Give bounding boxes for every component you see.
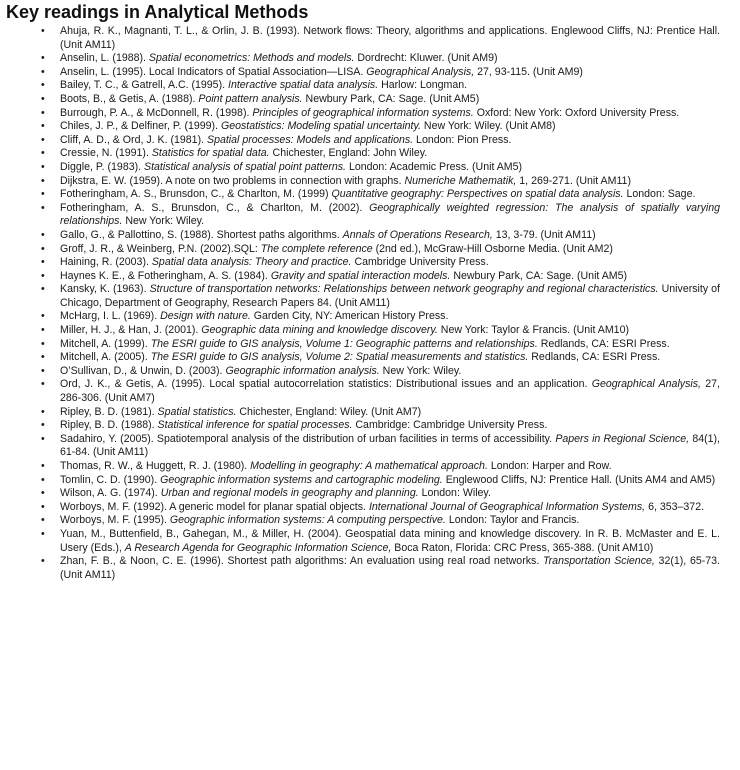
reference-title: Spatial econometrics: Methods and models. <box>148 52 355 65</box>
reference-text: Chiles, J. P., & Delfiner, P. (1999). <box>60 120 221 133</box>
bullet-icon: • <box>41 514 45 527</box>
page-title: Key readings in Analytical Methods <box>6 2 309 22</box>
reference-text: Dijkstra, E. W. (1959). A note on two problems in connection with graphs. <box>60 174 405 187</box>
reference-item <box>0 555 720 582</box>
reference-text: London: Harper and Row. <box>487 460 612 472</box>
reference-item <box>0 406 720 420</box>
bullet-icon: • <box>41 324 45 337</box>
reference-title: Principles of geographical information systems. <box>252 106 474 119</box>
reference-text: Boots, B., & Getis, A. (1988). <box>60 92 199 105</box>
reference-text: 27, 286-306. (Unit AM7) <box>60 378 720 405</box>
reference-title: Geographical Analysis, <box>591 378 701 391</box>
bullet-icon: • <box>41 147 45 160</box>
reference-item <box>0 52 720 66</box>
bullet-icon: • <box>41 283 45 296</box>
bullet-icon: • <box>41 120 45 133</box>
bullet-icon: • <box>41 228 45 241</box>
bullet-icon: • <box>41 65 45 78</box>
bullet-icon: • <box>41 527 45 540</box>
reference-item <box>0 175 720 189</box>
bullet-icon: • <box>41 256 45 269</box>
reference-item <box>0 107 720 121</box>
reference-title: Geographic data mining and knowledge discovery. <box>201 324 438 337</box>
reference-text: Englewood Cliffs, NJ: Prentice Hall. (Units AM4 and AM5) <box>442 473 716 486</box>
bullet-icon: • <box>41 364 45 377</box>
reference-item <box>0 514 720 528</box>
bullet-icon: • <box>41 106 45 119</box>
reference-text: Oxford: New York: Oxford University Press. <box>473 106 680 119</box>
reference-item <box>0 338 720 352</box>
reference-item <box>0 528 720 555</box>
reference-text: (2nd ed.), McGraw-Hill Osborne Media. (Unit AM2) <box>372 242 613 255</box>
reference-text: Anselin, L. (1995). Local Indicators of Spatial Association—LISA. <box>60 65 367 78</box>
reference-text: University of Chicago, Department of Geography, Research Papers 84. (Unit AM11) <box>60 283 720 309</box>
bullet-icon: • <box>41 405 45 418</box>
reference-title: A Research Agenda for Geographic Information Science, <box>124 541 392 554</box>
reference-title: Geographic information analysis. <box>225 364 380 377</box>
reference-text: Newbury Park, CA: Sage. (Unit AM5) <box>302 92 480 105</box>
reference-item <box>0 66 720 80</box>
reference-text: Sadahiro, Y. (2005). Spatiotemporal analysis of the distribution of urban facilities in terms of accessibility. <box>60 432 556 445</box>
reference-text: Ahuja, R. K., Magnanti, T. L., & Orlin, J. B. (1993). Network flows: Theory, algorithms and applications. Englewood Cliffs, NJ: Prentice Hall. (Unit AM11) <box>60 25 720 51</box>
reference-title: Spatial processes: Models and applications. <box>207 133 414 146</box>
reference-text: New York: Wiley. <box>379 364 462 377</box>
reference-item <box>0 188 720 202</box>
bullet-icon: • <box>41 160 45 173</box>
reference-title: The complete reference <box>260 242 373 255</box>
reference-item <box>0 433 720 460</box>
reference-title: Statistical inference for spatial processes. <box>157 419 353 432</box>
reference-text: London: Taylor and Francis. <box>445 514 580 527</box>
reference-text: Anselin, L. (1988). <box>60 52 149 65</box>
reference-text: New York: Wiley. <box>122 215 205 228</box>
bullet-icon: • <box>41 337 45 350</box>
reference-title: Geographic information systems and cartographic modeling. <box>160 473 443 486</box>
bullet-icon: • <box>41 419 45 432</box>
reference-item <box>0 460 720 474</box>
reference-item <box>0 25 720 52</box>
reference-item <box>0 243 720 257</box>
reference-title: Quantitative geography: Perspectives on spatial data analysis. <box>331 188 624 201</box>
reference-text: 32(1), 65-73. (Unit AM11) <box>60 555 720 581</box>
reference-title: Modelling in geography: A mathematical approach. <box>250 460 488 472</box>
reference-text: Thomas, R. W., & Huggett, R. J. (1980). <box>60 460 251 472</box>
reference-title: Gravity and spatial interaction models. <box>270 269 451 282</box>
reference-title: Structure of transportation networks: Relationships between network geography and regional characteristics. <box>149 283 659 296</box>
reference-title: Geographical Analysis, <box>366 65 475 78</box>
reference-item <box>0 256 720 270</box>
reference-text: Garden City, NY: American History Press. <box>250 310 449 323</box>
reference-item <box>0 324 720 338</box>
reference-text: Redlands, CA: ESRI Press. <box>528 351 661 364</box>
reference-list <box>0 25 740 582</box>
reference-text: Newbury Park, CA: Sage. (Unit AM5) <box>450 269 628 282</box>
reference-text: London: Academic Press. (Unit AM5) <box>346 160 523 173</box>
reference-title: Geographic information systems: A computing perspective. <box>169 514 446 527</box>
bullet-icon: • <box>41 378 45 391</box>
bullet-icon: • <box>41 351 45 364</box>
reference-item <box>0 229 720 243</box>
reference-text: Burrough, P. A., & McDonnell, R. (1998). <box>60 106 253 119</box>
reference-title: Design with nature. <box>160 310 251 323</box>
bullet-icon: • <box>41 500 45 513</box>
reference-title: Point pattern analysis. <box>198 92 303 105</box>
reference-text: Cambridge University Press. <box>351 256 489 269</box>
reference-text: Zhan, F. B., & Noon, C. E. (1996). Shortest path algorithms: An evaluation using real road networks. <box>60 555 543 568</box>
reference-title: Interactive spatial data analysis. <box>228 79 379 92</box>
bullet-icon: • <box>41 201 45 214</box>
reference-text: Kansky, K. (1963). <box>60 283 150 296</box>
reference-title: Statistics for spatial data. <box>151 147 270 160</box>
reference-item <box>0 487 720 501</box>
reference-text: O’Sullivan, D., & Unwin, D. (2003). <box>60 364 226 377</box>
bullet-icon: • <box>41 487 45 500</box>
reference-text: London: Pion Press. <box>413 133 512 146</box>
reference-title: Urban and regional models in geography and planning. <box>160 487 419 500</box>
reference-text: Worboys, M. F. (1992). A generic model for planar spatial objects. <box>60 500 369 513</box>
reference-item <box>0 161 720 175</box>
reference-title: The ESRI guide to GIS analysis, Volume 1: Geographic patterns and relationships. <box>150 337 538 350</box>
reference-text: Mitchell, A. (2005). <box>60 351 151 364</box>
reference-text: Cambridge: Cambridge University Press. <box>352 419 548 432</box>
reference-title: International Journal of Geographical Information Systems, <box>368 500 646 513</box>
reference-item <box>0 202 720 229</box>
reference-text: Miller, H. J., & Han, J. (2001). <box>60 324 202 337</box>
reference-text: Bailey, T. C., & Gatrell, A.C. (1995). <box>60 79 228 92</box>
reference-text: Fotheringham, A. S., Brunsdon, C., & Charlton, M. (2002). <box>60 201 370 214</box>
reference-text: Groff, J. R., & Weinberg, P.N. (2002).SQL: <box>60 242 261 255</box>
bullet-icon: • <box>41 79 45 92</box>
reference-text: Diggle, P. (1983). <box>60 160 145 173</box>
reference-title: Annals of Operations Research, <box>342 228 493 241</box>
bullet-icon: • <box>41 310 45 323</box>
reference-item <box>0 134 720 148</box>
bullet-icon: • <box>41 188 45 201</box>
reference-text: 6, 353–372. <box>645 500 705 513</box>
reference-text: 1, 269-271. (Unit AM11) <box>516 174 631 187</box>
reference-item <box>0 147 720 161</box>
bullet-icon: • <box>41 92 45 105</box>
bullet-icon: • <box>41 242 45 255</box>
reference-title: Numeriche Mathematik, <box>404 174 517 187</box>
reference-text: McHarg, I. L. (1969). <box>60 310 161 323</box>
bullet-icon: • <box>41 432 45 445</box>
reference-text: Harlow: Longman. <box>378 79 468 92</box>
bullet-icon: • <box>41 269 45 282</box>
bullet-icon: • <box>41 133 45 146</box>
reference-text: New York: Taylor & Francis. (Unit AM10) <box>437 324 629 337</box>
bullet-icon: • <box>41 174 45 187</box>
reference-text: Cliff, A. D., & Ord, J. K. (1981). <box>60 133 207 146</box>
bullet-icon: • <box>41 473 45 486</box>
reference-text: 27, 93-115. (Unit AM9) <box>474 65 583 78</box>
reference-text: London: Wiley. <box>418 487 491 500</box>
reference-text: Haining, R. (2003). <box>60 256 152 269</box>
reference-item <box>0 351 720 365</box>
bullet-icon: • <box>41 460 45 472</box>
reference-text: 84(1), 61-84. (Unit AM11) <box>60 432 720 459</box>
reference-title: Spatial data analysis: Theory and practice. <box>151 256 352 269</box>
bullet-icon: • <box>41 52 45 65</box>
bullet-icon: • <box>41 25 45 37</box>
reference-title: Geographically weighted regression: The analysis of spatially varying relationships. <box>60 201 720 228</box>
reference-text: Haynes K. E., & Fotheringham, A. S. (1984). <box>60 269 271 282</box>
reference-text: 13, 3-79. (Unit AM11) <box>492 228 596 241</box>
reference-item <box>0 501 720 515</box>
reference-text: Fotheringham, A. S., Brunsdon, C., & Charlton, M. (1999) <box>60 188 332 201</box>
reference-text: London: Sage. <box>623 188 696 201</box>
reference-text: Mitchell, A. (1999). <box>60 337 151 350</box>
reference-item <box>0 120 720 134</box>
reference-text: Ripley, B. D. (1981). <box>60 405 158 418</box>
reference-text: New York: Wiley. (Unit AM8) <box>420 120 556 133</box>
reference-text: Redlands, CA: ESRI Press. <box>537 337 670 350</box>
bullet-icon: • <box>41 555 45 568</box>
reference-text: Ripley, B. D. (1988). <box>60 419 158 432</box>
reference-item <box>0 365 720 379</box>
reference-text: Chichester, England: Wiley. (Unit AM7) <box>236 405 422 418</box>
reference-item <box>0 270 720 284</box>
reference-item <box>0 378 720 405</box>
reference-text: Dordrecht: Kluwer. (Unit AM9) <box>354 52 498 65</box>
reference-item <box>0 419 720 433</box>
reference-text: Chichester, England: John Wiley. <box>269 147 428 160</box>
reference-title: Statistical analysis of spatial point patterns. <box>144 160 346 173</box>
reference-text: Ord, J. K., & Getis, A. (1995). Local spatial autocorrelation statistics: Distributional issues and an application. <box>60 378 592 391</box>
reference-item <box>0 474 720 488</box>
reference-text: Wilson, A. G. (1974). <box>60 487 161 500</box>
reference-text: Gallo, G., & Pallottino, S. (1988). Shortest paths algorithms. <box>60 228 343 241</box>
reference-text: Worboys, M. F. (1995). <box>60 514 170 527</box>
reference-item <box>0 79 720 93</box>
reference-text: Tomlin, C. D. (1990). <box>60 473 161 486</box>
reference-item <box>0 93 720 107</box>
reference-item <box>0 283 720 310</box>
reference-text: Yuan, M., Buttenfield, B., Gahegan, M., & Miller, H. (2004). Geospatial data mining and knowledge discovery. In R. B. McMaster and E. L. Usery (Eds.), <box>60 527 720 554</box>
reference-title: Papers in Regional Science, <box>555 432 690 445</box>
reference-text: Cressie, N. (1991). <box>60 147 152 160</box>
reference-title: Geostatistics: Modeling spatial uncertainty. <box>220 120 421 133</box>
reference-title: The ESRI guide to GIS analysis, Volume 2: Spatial measurements and statistics. <box>150 351 529 364</box>
reference-title: Spatial statistics. <box>157 405 237 418</box>
reference-text: Boca Raton, Florida: CRC Press, 365-388. (Unit AM10) <box>391 541 654 554</box>
reference-title: Transportation Science, <box>542 555 655 568</box>
reference-item <box>0 310 720 324</box>
